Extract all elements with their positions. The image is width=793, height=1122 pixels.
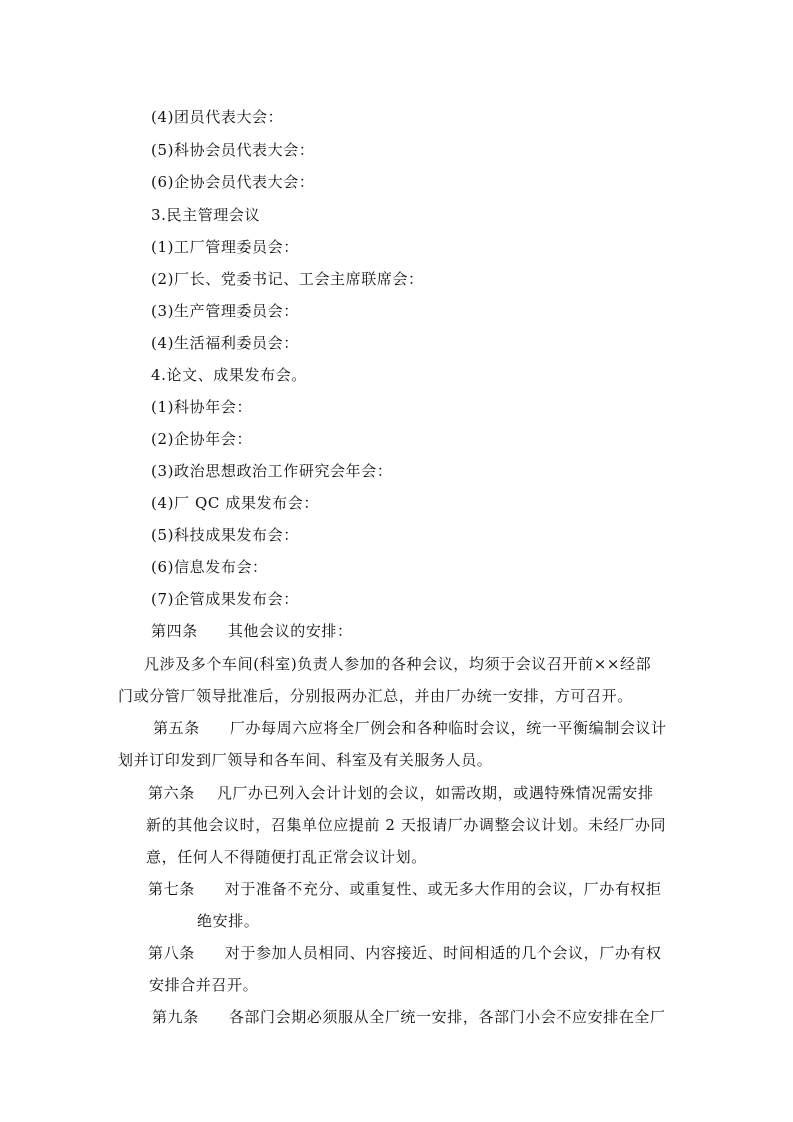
article-number: 第五条 [153, 719, 200, 737]
article-9-line: 第九条 各部门会期必须服从全厂统一安排，各部门小会不应安排在全厂 [152, 1008, 666, 1026]
list-item: (4)团员代表大会： [151, 108, 284, 126]
section-heading: 4.论文、成果发布会。 [151, 366, 307, 384]
article-8-line: 第八条 对于参加人员相同、内容接近、时间相适的几个会议，厂办有权 [148, 944, 662, 962]
article-5-line: 第五条 厂办每周六应将全厂例会和各种临时会议，统一平衡编制会议计 [153, 719, 667, 737]
list-item: (5)科协会员代表大会： [151, 141, 315, 159]
article-7-line: 绝安排。 [197, 912, 260, 930]
article-8-line: 安排合并召开。 [149, 976, 259, 994]
article-number: 第八条 [148, 944, 195, 962]
list-item: (1)工厂管理委员会： [151, 238, 299, 256]
section-heading: 3.民主管理会议 [151, 206, 261, 224]
list-item: (2)厂长、党委书记、工会主席联席会： [151, 270, 424, 288]
list-item: (1)科协年会： [151, 398, 253, 416]
article-4-body-line: 凡涉及多个车间(科室)负责人参加的各种会议，均须于会议召开前××经部 [144, 655, 652, 673]
article-5-line: 划并订印发到厂领导和各车间、科室及有关服务人员。 [118, 751, 493, 769]
list-item: (4)厂 QC 成果发布会： [151, 494, 319, 512]
article-7-line: 第七条 对于准备不充分、或重复性、或无多大作用的会议，厂办有权拒 [148, 880, 662, 898]
list-item: (5)科技成果发布会： [151, 526, 299, 544]
article-6-line: 意，任何人不得随便打乱正常会议计划。 [146, 848, 427, 866]
article-number: 第七条 [148, 880, 195, 898]
article-number: 第九条 [152, 1008, 199, 1026]
article-number: 第四条 [151, 622, 198, 640]
list-item: (3)政治思想政治工作研究会年会： [151, 462, 393, 480]
article-4-heading [151, 621, 353, 641]
article-4-body-line: 门或分管厂领导批准后，分别报两办汇总，并由厂办统一安排，方可召开。 [118, 687, 633, 705]
list-item: (6)信息发布会： [151, 558, 268, 576]
article-6-line: 第六条 凡厂办已列入会计计划的会议，如需改期，或遇特殊情况需安排 [148, 784, 654, 802]
list-item: (7)企管成果发布会： [151, 590, 299, 608]
list-item: (3)生产管理委员会： [151, 302, 299, 320]
article-number: 第六条 [148, 784, 195, 802]
list-item: (4)生活福利委员会： [151, 334, 299, 352]
list-item: (6)企协会员代表大会： [151, 173, 315, 191]
article-title: 其他会议的安排： [227, 622, 353, 640]
article-6-line: 新的其他会议时，召集单位应提前 2 天报请厂办调整会议计划。未经厂办同 [146, 816, 667, 834]
list-item: (2)企协年会： [151, 430, 253, 448]
